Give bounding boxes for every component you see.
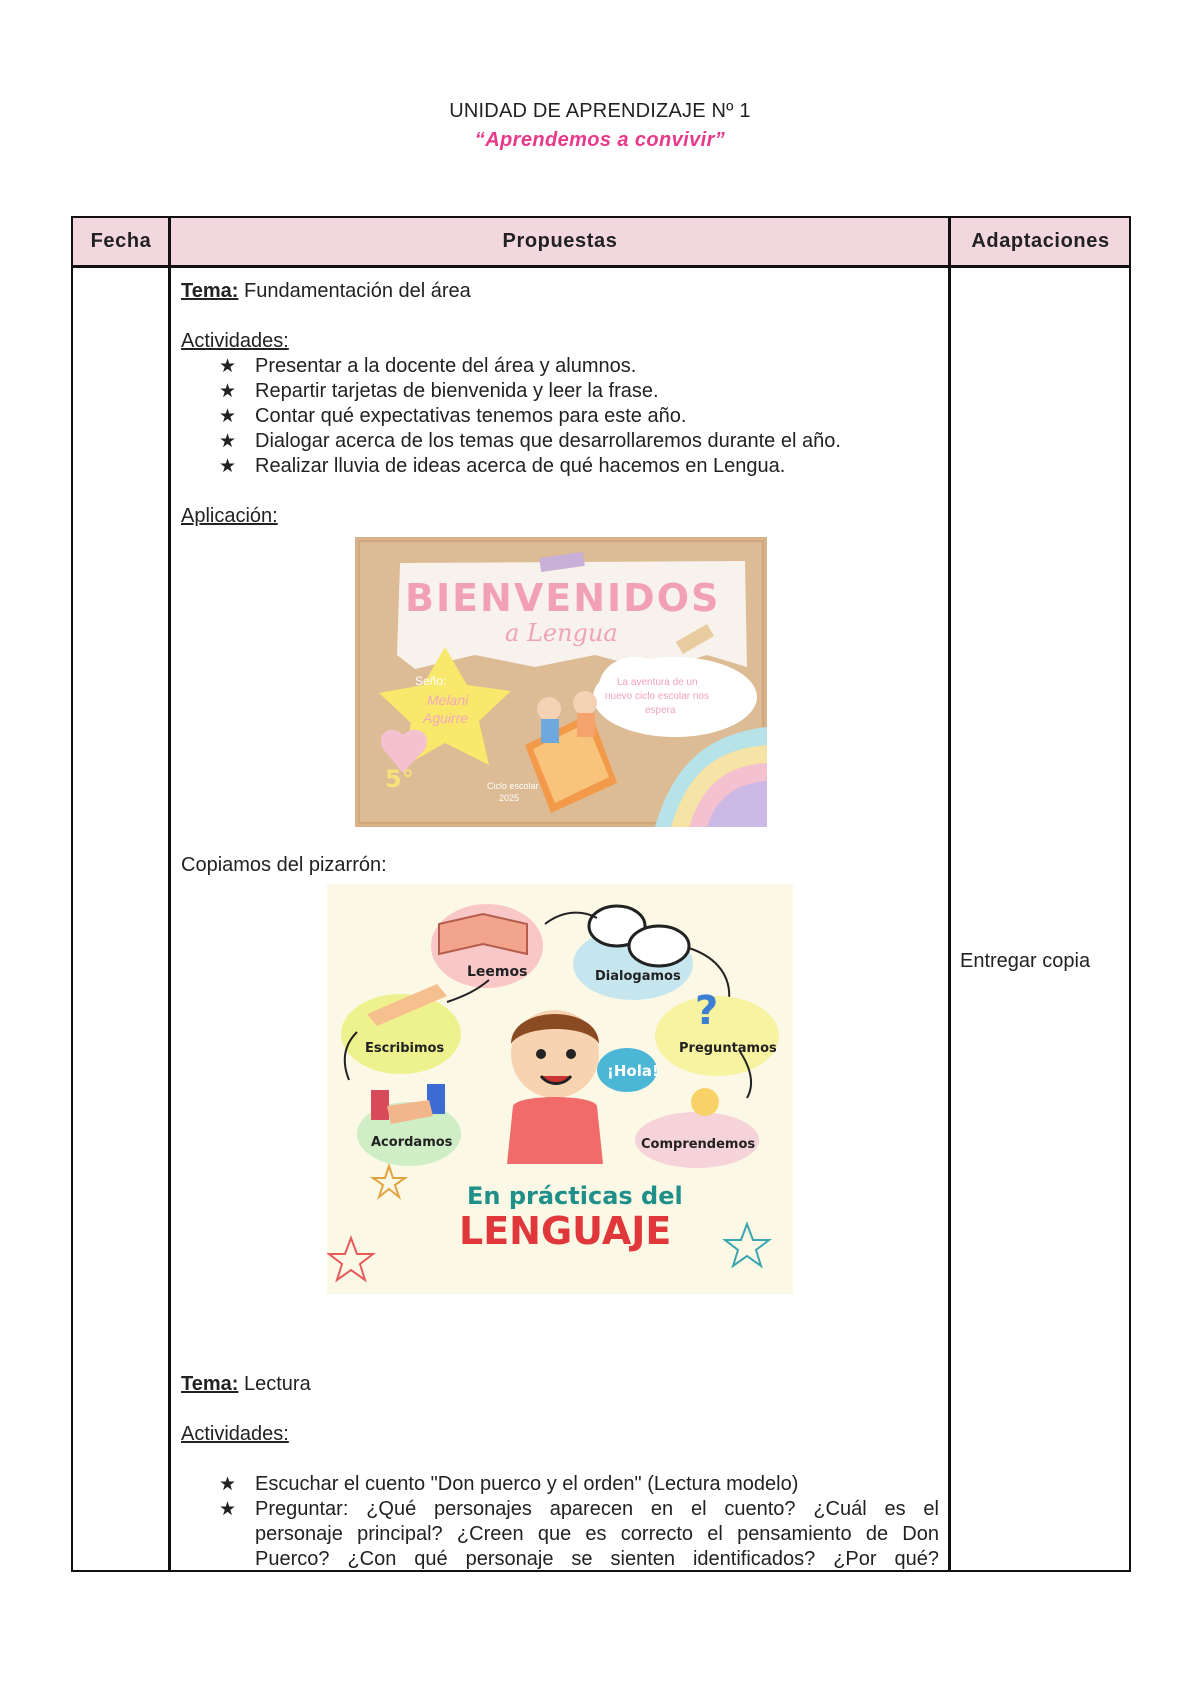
activity-text: Escuchar el cuento "Don puerco y el orden" (Lectura modelo) [255,1473,799,1495]
star-bullet-icon: ★ [219,406,237,427]
document-header [0,100,1200,152]
cycle-label-1: Ciclo escolar [487,781,539,791]
list-item [219,404,939,429]
lesson-plan-table [71,216,1131,1572]
teacher-name-2: Aguirre [423,710,469,726]
activity-text: Repartir tarjetas de bienvenida y leer la frase. [255,380,659,402]
propuestas-cell [171,268,949,1572]
document-title: UNIDAD DE APRENDIZAJE Nº 1 [449,100,751,122]
comprendemos-label: Comprendemos [641,1137,756,1152]
tema-label: Tema: [181,280,239,302]
column-header-adaptaciones: Adaptaciones [971,230,1110,252]
list-item [219,354,939,379]
welcome-subtitle: a Lengua [505,619,618,647]
column-header-propuestas: Propuestas [502,230,618,252]
tema-value-2: Lectura [243,1373,311,1395]
activity-text-line: Preguntar: ¿Qué personajes aparecen en el cuento? ¿Cuál es el [255,1498,939,1520]
tema-value: Fundamentación del área [243,280,471,302]
column-header-fecha: Fecha [90,230,152,252]
star-bullet-icon: ★ [219,431,237,452]
activity-text: Dialogar acerca de los temas que desarrollaremos durante el año. [255,430,841,452]
copiamos-label: Copiamos del pizarrón: [181,854,387,876]
tema-line-2 [181,1372,939,1397]
dialogamos-label: Dialogamos [595,969,681,984]
pizarron-illustration [327,884,793,1294]
leemos-label: Leemos [467,964,528,980]
adaptaciones-cell: Entregar copia [960,950,1091,972]
star-bullet-icon: ★ [219,1474,237,1495]
star-bullet-icon: ★ [219,456,237,477]
activity-text: Realizar lluvia de ideas acerca de qué hacemos en Lengua. [255,455,786,477]
welcome-card-illustration [355,537,767,827]
activities-list [181,354,939,479]
table-header-row [73,218,1129,268]
teacher-label: Seño: [415,674,447,688]
tema-label-2: Tema: [181,1373,239,1395]
preguntamos-label: Preguntamos [679,1041,777,1056]
list-item [219,454,939,479]
list-item [219,1497,939,1572]
welcome-title: BIENVENIDOS [405,576,721,620]
star-bullet-icon: ★ [219,356,237,377]
activity-text: Contar qué expectativas tenemos para este año. [255,405,687,427]
tema-line [181,279,939,304]
pizarron-title-2: LENGUAJE [459,1209,672,1253]
cloud-text-1: La aventura de un [617,677,698,688]
acordamos-label: Acordamos [371,1135,453,1150]
teacher-name-1: Melani [427,692,469,708]
cloud-text-2: nuevo ciclo escolar nos [605,691,709,702]
cycle-label-2: 2025 [499,793,520,803]
activity-text-line: Puerco? ¿Con qué personaje se sienten identificados? ¿Por qué? [255,1548,939,1570]
list-item [219,429,939,454]
escribimos-label: Escribimos [365,1041,445,1056]
star-bullet-icon: ★ [219,1499,237,1520]
document-subtitle: “Aprendemos a convivir” [474,129,726,151]
list-item [219,1472,939,1497]
activities-list-2 [181,1472,939,1572]
star-bullet-icon: ★ [219,381,237,402]
welcome-card-image [355,537,767,827]
actividades-label: Actividades: [181,330,289,352]
list-item [219,379,939,404]
activity-text-line: personaje principal? ¿Creen que es correcto el pensamiento de Don [255,1523,939,1545]
pizarron-image [327,884,793,1294]
hola-label: ¡Hola! [607,1062,659,1080]
svg-text:?: ? [695,988,719,1034]
actividades-label-2: Actividades: [181,1423,289,1445]
cloud-text-3: espera [645,705,676,716]
pizarron-title-1: En prácticas del [467,1182,683,1210]
aplicacion-label: Aplicación: [181,505,278,527]
svg-text:BIENVENIDOS [405,576,720,620]
activity-text: Presentar a la docente del área y alumnos. [255,355,637,377]
grade-label: 5° [385,765,414,793]
